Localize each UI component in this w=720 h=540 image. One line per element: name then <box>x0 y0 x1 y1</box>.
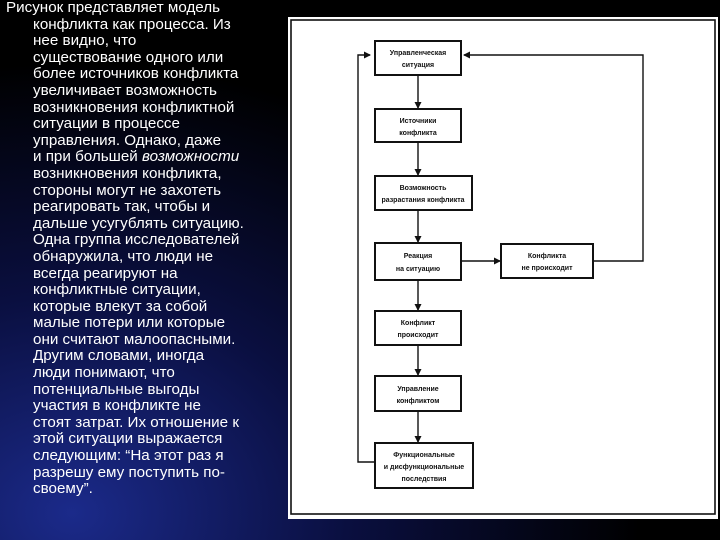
box-label: Функциональные <box>393 452 455 459</box>
italic-word: возможности <box>142 148 240 166</box>
text-line: малые потери или которые <box>33 314 226 332</box>
text-line <box>0 149 292 166</box>
box-label: Реакция <box>403 253 433 260</box>
text-line: всегда реагируют на <box>33 264 178 282</box>
box-conflict-sources <box>375 109 461 142</box>
text-line: стоят затрат. Их отношение к <box>33 413 239 431</box>
text-line: возникновения конфликтной <box>33 98 235 116</box>
box-label: Источники <box>399 118 437 125</box>
text-line: ситуации в процессе <box>33 115 180 133</box>
text-line: участия в конфликте не <box>33 397 201 415</box>
diagram-canvas <box>288 17 718 519</box>
text-line: существование одного или <box>33 48 224 66</box>
box-label: не происходит <box>521 265 573 272</box>
conflict-process-diagram <box>288 17 718 519</box>
box-no-conflict <box>501 244 593 278</box>
feedback-loop-right-line <box>464 55 643 261</box>
box-label: Конфликта <box>527 253 567 260</box>
box-label: Конфликт <box>400 320 436 327</box>
box-label: Управленческая <box>389 50 447 57</box>
box-reaction <box>375 243 461 280</box>
text-line: Рисунок представляет модель <box>6 0 221 16</box>
slide-body-text <box>0 0 292 498</box>
text-line: Другим словами, иногда <box>33 347 205 365</box>
text-line: следующим: “На этот раз я <box>33 447 224 465</box>
box-label: последствия <box>401 476 447 483</box>
text-line: люди понимают, что <box>33 364 175 382</box>
box-managerial-situation <box>375 41 461 75</box>
box-conflict-management <box>375 376 461 411</box>
text-line: они считают малоопасными. <box>33 330 236 348</box>
box-label: ситуация <box>401 62 435 69</box>
text-line: более источников конфликта <box>33 65 239 83</box>
text-line: конфликта как процесса. Из <box>33 15 231 33</box>
text-line: увеличивает возможность <box>33 81 217 99</box>
text-line: дальше усугублять ситуацию. <box>33 214 244 232</box>
box-conflict-occurs <box>375 311 461 345</box>
text-line: стороны могут не захотеть <box>33 181 222 199</box>
box-label: происходит <box>397 332 439 339</box>
box-label: Управление <box>397 386 439 393</box>
text-line: управления. Однако, даже <box>33 131 222 149</box>
text-line: Одна группа исследователей <box>33 231 240 249</box>
box-label: разрастания конфликта <box>381 197 465 204</box>
text-line: реагировать так, чтобы и <box>33 198 211 216</box>
box-escalation-possibility <box>375 176 472 210</box>
box-label: и дисфункциональные <box>383 464 465 471</box>
box-label: конфликта <box>399 130 437 137</box>
text-fragment: и при большей <box>33 148 142 166</box>
text-line: возникновения конфликта, <box>33 164 222 182</box>
text-line: которые влекут за собой <box>33 297 208 315</box>
box-label: Возможность <box>399 185 447 192</box>
box-consequences <box>375 443 473 488</box>
text-line: обнаружила, что люди не <box>33 247 214 265</box>
text-line: разрешу ему поступить по- <box>33 463 225 481</box>
text-line: своему”. <box>33 480 93 498</box>
feedback-loop-left-arrow <box>358 55 375 462</box>
box-label: на ситуацию <box>395 266 441 273</box>
text-line: потенциальные выгоды <box>33 380 200 398</box>
text-line: конфликтные ситуации, <box>33 281 201 299</box>
text-line: этой ситуации выражается <box>33 430 223 448</box>
box-label: конфликтом <box>396 398 440 405</box>
text-line: нее видно, что <box>33 32 137 50</box>
